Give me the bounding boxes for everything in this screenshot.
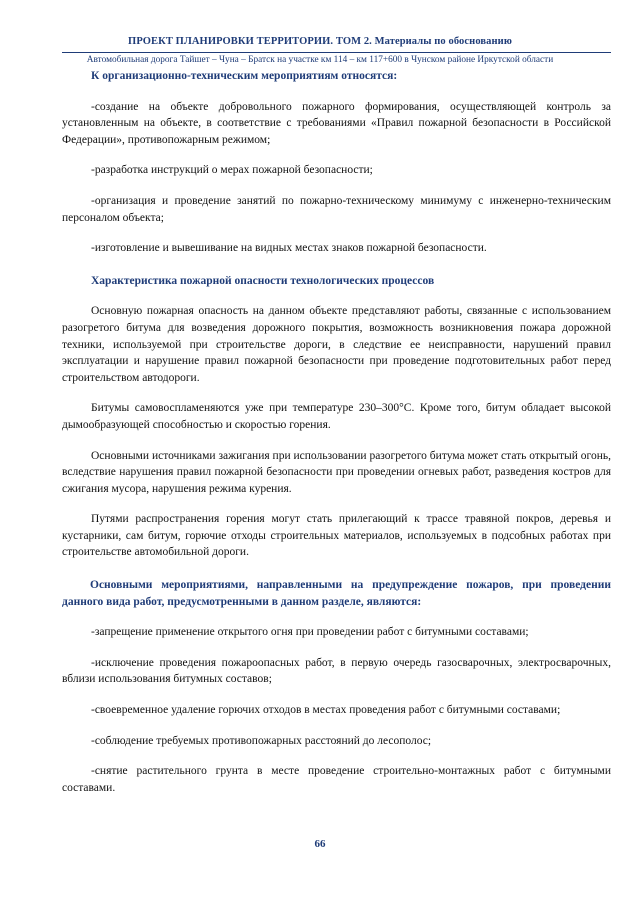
header-subtitle: Автомобильная дорога Тайшет – Чуна – Братск на участке км 114 – км 117+600 в Чунском районе Иркутской области (86, 55, 554, 65)
page-number: 66 (314, 838, 326, 850)
document-body (62, 68, 611, 796)
header-divider (62, 52, 611, 53)
list-item: -создание на объекте добровольного пожарного формирования, осуществляющей контроль за установленным на объекте, в соответствие с требованиями «Правил пожарной безопасности в Российской Федерации», противопожарным режимом; (62, 100, 611, 146)
header-title: ПРОЕКТ ПЛАНИРОВКИ ТЕРРИТОРИИ. ТОМ 2. Материалы по обоснованию (128, 36, 512, 47)
section-heading-organizational: К организационно-техническим мероприятиям относятся: (91, 70, 398, 82)
list-item: -разработка инструкций о мерах пожарной безопасности; (91, 164, 373, 177)
list-item: -соблюдение требуемых противопожарных расстояний до лесополос; (91, 734, 432, 747)
section-heading-prevention: Основными мероприятиями, направленными на предупреждение пожаров, при проведении данного вида работ, предусмотренными в данном разделе, являются: (62, 579, 611, 608)
list-item: -исключение проведения пожароопасных работ, в первую очередь газосварочных, электросварочных, вблизи использования битумных составов; (62, 656, 611, 686)
body-paragraph: Основными источниками зажигания при использовании разогретого битума может стать открытый огонь, вследствие нарушения правил пожарной безопасности при проведении огневых работ, разведения костров для сжигания мусора, нарушения режима курения. (62, 449, 611, 495)
section-heading-fire-hazard: Характеристика пожарной опасности технологических процессов (91, 274, 435, 287)
list-item: -организация и проведение занятий по пожарно-техническому минимуму с инженерно-техническим персоналом объекта; (62, 194, 611, 224)
list-item: -запрещение применение открытого огня при проведении работ с битумными составами; (91, 626, 529, 639)
list-item: -снятие растительного грунта в месте проведение строительно-монтажных работ с битумными составами. (62, 765, 611, 794)
list-item: -изготовление и вывешивание на видных местах знаков пожарной безопасности. (91, 242, 487, 255)
body-paragraph: Битумы самовоспламеняются уже при температуре 230–300°С. Кроме того, битум обладает высокой дымообразующей способностью и скоростью горения. (62, 402, 611, 431)
body-paragraph: Основную пожарная опасность на данном объекте представляют работы, связанные с использованием разогретого битума для возведения дорожного покрытия, возможность возникновения пожара дорожной техники, используемой при строительстве дороги, в следствие ее неисправности, нарушений правил эксплуатации и нарушение правил пожарной безопасности при проведение подготовительных работ перед строительством автодороги. (62, 305, 611, 384)
body-paragraph: Путями распространения горения могут стать прилегающий к трассе травяной покров, деревья и кустарники, сам битум, горючие отходы строительных материалов, используемых в подсобных работах при строительстве автомобильной дороги. (62, 513, 611, 559)
list-item: -своевременное удаление горючих отходов в местах проведения работ с битумными составами; (91, 704, 561, 717)
